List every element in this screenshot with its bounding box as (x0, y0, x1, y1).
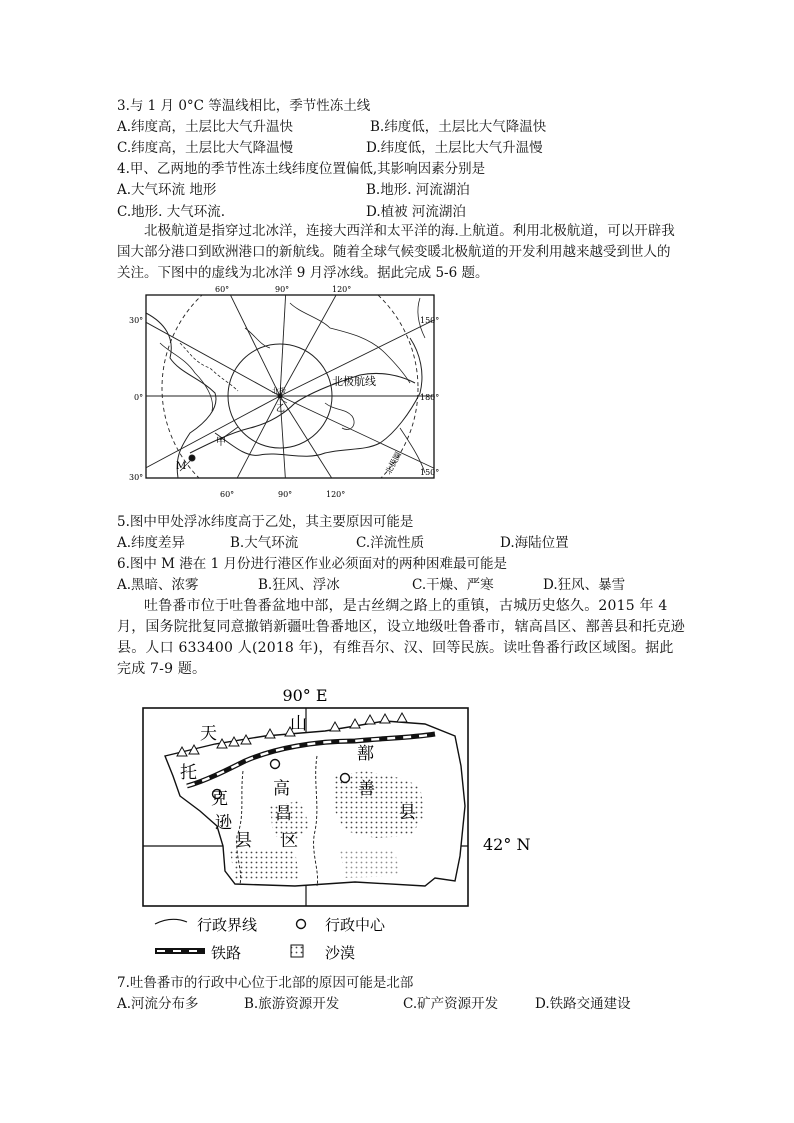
q6-option-a: A.黑暗、浓雾 (117, 577, 199, 593)
passage-turpan: 吐鲁番市位于吐鲁番盆地中部，是古丝绸之路上的重镇，古城历史悠久。2015 年 4 月，国务院批复同意撤销新疆吐鲁番地区，设立地级吐鲁番市，辖高昌区、鄯善县和托克逊县。人口 633400 人(2018 年)，有维吾尔、汉、回等民族。读吐鲁番行政区域图。据此完成 7-9 题。 (117, 598, 685, 677)
q7-option-a: A.河流分布多 (117, 996, 199, 1012)
arctic-circle-label: 北极圈 (383, 450, 404, 476)
bottom-label-90: 90° (278, 490, 293, 499)
left-label-0: 0° (134, 393, 144, 402)
lon-label: 90° E (282, 686, 328, 705)
q6-option-b: B.狂风、浮冰 (258, 577, 340, 593)
q5-option-c: C.洋流性质 (356, 535, 425, 551)
gaochang-char-3: 区 (281, 831, 298, 851)
legend-boundary-symbol (155, 919, 187, 924)
bottom-label-120: 120° (326, 490, 346, 499)
q3-option-d: D.纬度低，土层比大气升温慢 (366, 140, 543, 156)
legend-center-symbol (297, 920, 306, 929)
shanshan-char-3: 县 (399, 803, 416, 823)
top-label-90: 90° (275, 285, 290, 294)
q3-option-b: B.纬度低，土层比大气降温快 (370, 119, 547, 135)
bottom-label-60: 60° (220, 490, 235, 499)
q7-option-b: B.旅游资源开发 (244, 996, 340, 1012)
right-label-150-top: 150° (420, 316, 440, 325)
right-label-150-bottom: 150° (420, 468, 440, 477)
left-label-30-bottom: 30° (129, 473, 144, 482)
q4-option-d: D.植被 河流湖泊 (366, 204, 466, 220)
q3-option-c: C.纬度高，土层比大气降温慢 (117, 140, 294, 156)
q4-option-b: B.地形. 河流湖泊 (366, 182, 470, 198)
top-label-120: 120° (332, 285, 352, 294)
q4-option-c: C.地形. 大气环流. (117, 204, 226, 220)
q4-stem: 4.甲、乙两地的季节性冻土线纬度位置偏低,其影响因素分别是 (117, 161, 486, 177)
legend-desert-symbol (291, 945, 303, 957)
q3-option-a: A.纬度高，土层比大气升温快 (117, 119, 294, 135)
tuokexun-char-1: 托 (180, 763, 197, 783)
arctic-map (120, 283, 445, 505)
tuokexun-char-4: 县 (235, 831, 252, 851)
legend-desert-label: 沙漠 (325, 944, 356, 962)
q3-stem: 3.与 1 月 0°C 等温线相比，季节性冻土线 (117, 98, 371, 114)
q6-option-c: C.干燥、严寒 (412, 577, 494, 593)
tuokexun-char-2: 克 (211, 789, 228, 809)
tianshan-char-2: 山 (290, 714, 307, 734)
shanshan-char-1: 鄯 (357, 744, 374, 764)
turpan-map (125, 686, 555, 966)
q7-option-c: C.矿产资源开发 (403, 996, 499, 1012)
passage-arctic: 北极航道是指穿过北冰洋，连接大西洋和太平洋的海.上航道。利用北极航道，可以开辟我国大部分港口到欧洲港口的新航线。随着全球气候变暖北极航道的开发利用越来越受到世人的关注。下图中的虚线为北冰洋 9 月浮冰线。据此完成 5-6 题。 (117, 223, 675, 281)
shanshan-char-2: 善 (358, 779, 375, 799)
q5-option-b: B.大气环流 (230, 535, 299, 551)
right-label-180: 180° (420, 393, 440, 402)
legend-center-label: 行政中心 (325, 916, 386, 934)
q7-option-d: D.铁路交通建设 (535, 996, 631, 1012)
tuokexun-char-3: 逊 (215, 813, 232, 833)
tianshan-char-1: 天 (200, 724, 217, 744)
legend-boundary-label: 行政界线 (197, 916, 258, 934)
route-label: 北极航线 (332, 375, 376, 388)
north-pole-label: 北极 (272, 387, 286, 395)
left-label-30-top: 30° (129, 316, 144, 325)
q6-option-d: D.狂风、暴雪 (543, 577, 626, 593)
lat-label: 42° N (483, 835, 531, 854)
jia-label: 甲 (216, 437, 226, 448)
q4-option-a: A.大气环流 地形 (117, 182, 217, 198)
gaochang-char-1: 高 (273, 779, 290, 799)
q5-option-d: D.海陆位置 (500, 535, 569, 551)
legend-railway-label: 铁路 (211, 944, 242, 962)
yi-label: 乙 (276, 404, 286, 414)
top-label-60: 60° (215, 285, 230, 294)
q5-stem: 5.图中甲处浮冰纬度高于乙处，其主要原因可能是 (117, 514, 414, 530)
port-m-label: M (176, 461, 187, 472)
q6-stem: 6.图中 M 港在 1 月份进行港区作业必须面对的两种困难最可能是 (117, 556, 507, 572)
q7-stem: 7.吐鲁番市的行政中心位于北部的原因可能是北部 (117, 975, 414, 991)
q5-option-a: A.纬度差异 (117, 535, 186, 551)
gaochang-char-2: 昌 (275, 804, 292, 824)
